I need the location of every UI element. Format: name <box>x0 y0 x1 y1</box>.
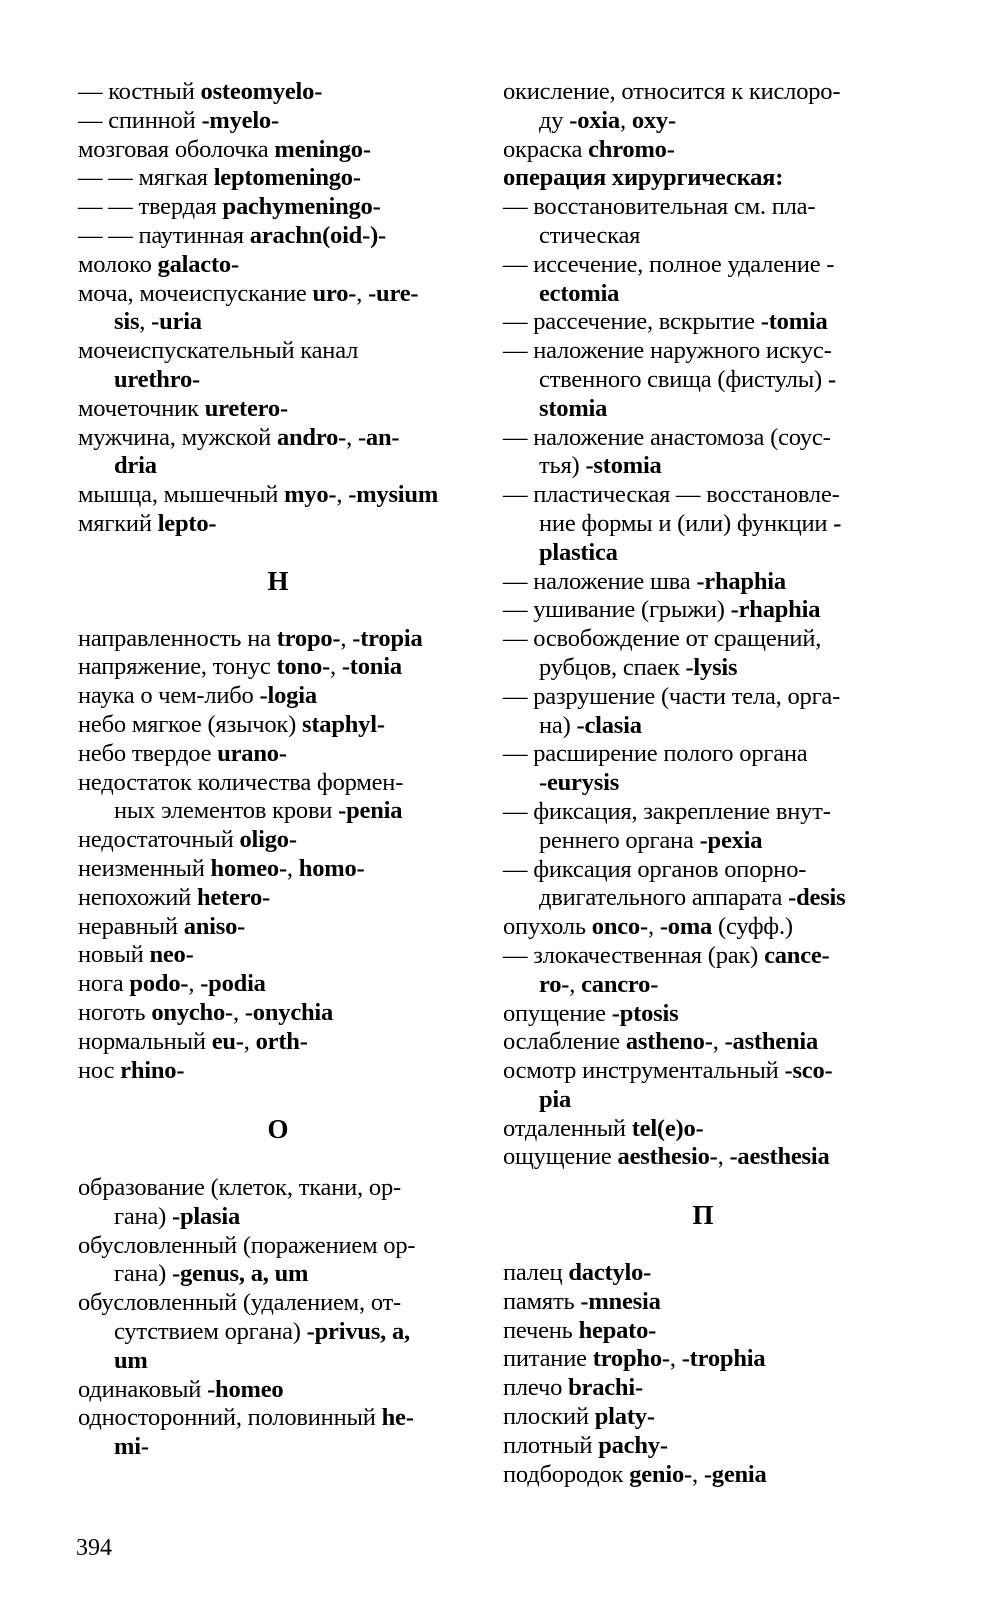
dictionary-line <box>78 1289 478 1318</box>
term-text: , <box>712 1028 725 1056</box>
term-latin: orth- <box>255 1027 308 1055</box>
term-text: новый <box>78 941 150 969</box>
term-text: , <box>647 913 660 941</box>
term-text: — ушивание (грыжи) <box>503 596 731 624</box>
term-latin: ectomia <box>539 279 620 307</box>
term-latin: -ptosis <box>611 999 679 1027</box>
term-text: палец <box>503 1259 569 1287</box>
dictionary-line <box>78 366 478 395</box>
dictionary-line <box>78 884 478 913</box>
term-text: — расширение полого органа <box>503 740 808 768</box>
dictionary-line <box>503 942 903 971</box>
term-text: одинаковый <box>78 1375 208 1403</box>
term-text: непохожий <box>78 883 197 911</box>
term-latin: aniso- <box>183 912 246 940</box>
term-text: , <box>243 1027 256 1055</box>
dictionary-line <box>503 136 903 165</box>
dictionary-line <box>503 1345 903 1374</box>
term-latin: -asthenia <box>724 1028 819 1056</box>
term-text: сутствием органа) <box>114 1318 307 1346</box>
term-text: окисление, относится к кислоро- <box>503 78 841 105</box>
term-latin: -logia <box>259 682 317 710</box>
dictionary-line <box>503 452 903 481</box>
term-latin: -oxia <box>569 106 620 134</box>
term-latin: um <box>114 1346 148 1374</box>
term-text: отдаленный <box>503 1114 632 1142</box>
dictionary-line <box>503 884 903 913</box>
term-latin: plastica <box>539 538 618 566</box>
term-text: ственного свища (фистулы) <box>539 365 828 393</box>
dictionary-line <box>78 1318 478 1347</box>
term-text: — восстановительная см. пла- <box>503 193 816 221</box>
term-text: — фиксация, закрепление внут- <box>503 797 831 825</box>
term-text: — наложение шва <box>503 567 697 595</box>
dictionary-line <box>503 395 903 424</box>
dictionary-line <box>503 654 903 683</box>
term-text: , <box>691 1460 704 1488</box>
term-latin: hetero- <box>196 883 270 911</box>
term-text: нос <box>78 1056 121 1084</box>
section-letter-heading: Н <box>267 565 289 596</box>
term-latin: meningo- <box>274 135 371 163</box>
term-text: мочеиспускательный канал <box>78 337 359 365</box>
term-latin: -genia <box>703 1460 767 1488</box>
dictionary-line <box>503 1115 903 1144</box>
term-latin: - <box>833 509 842 537</box>
term-text: память <box>503 1287 581 1315</box>
term-text: плоский <box>503 1403 595 1431</box>
dictionary-line <box>503 107 903 136</box>
dictionary-line <box>78 193 478 222</box>
term-latin: tropho- <box>592 1345 670 1373</box>
term-text: — наложение наружного искус- <box>503 337 832 365</box>
term-latin: onco- <box>591 913 648 941</box>
dictionary-line <box>78 395 478 424</box>
dictionary-line <box>503 596 903 625</box>
term-text: тья) <box>539 452 586 480</box>
term-text: мягкий <box>78 509 158 537</box>
dictionary-line <box>503 366 903 395</box>
term-text: , <box>669 1345 682 1373</box>
dictionary-line <box>503 510 903 539</box>
term-latin: rhino- <box>120 1056 185 1084</box>
dictionary-line <box>78 481 478 510</box>
term-text: неравный <box>78 912 184 940</box>
term-text: мышца, мышечный <box>78 481 285 509</box>
term-latin: cance- <box>764 941 830 969</box>
term-latin: операция хирургическая: <box>503 164 784 192</box>
term-text: , <box>286 854 299 882</box>
dictionary-line <box>78 1433 478 1462</box>
term-latin: oligo- <box>239 826 297 854</box>
term-latin: tono- <box>276 653 330 681</box>
term-latin: chromo- <box>588 135 675 163</box>
dictionary-line <box>78 711 478 740</box>
term-text: мозговая оболочка <box>78 135 275 163</box>
dictionary-line <box>78 1404 478 1433</box>
term-latin: pia <box>539 1085 572 1113</box>
term-text: — разрушение (части тела, орга- <box>503 682 841 710</box>
term-text: — злокачественная (рак) <box>503 941 765 969</box>
term-latin: onycho- <box>151 998 233 1026</box>
dictionary-line <box>78 769 478 798</box>
term-latin: -stomia <box>585 452 662 480</box>
term-text: ду <box>539 106 570 134</box>
term-latin: sis <box>114 308 140 336</box>
dictionary-line <box>78 78 478 107</box>
dictionary-line <box>78 136 478 165</box>
term-text: молоко <box>78 250 158 278</box>
dictionary-line <box>503 712 903 741</box>
dictionary-line <box>503 1288 903 1317</box>
dictionary-line <box>503 1432 903 1461</box>
dictionary-line <box>78 1347 478 1376</box>
term-text: , <box>336 481 349 509</box>
dictionary-line <box>503 1057 903 1086</box>
term-latin: pachymeningo- <box>222 193 381 221</box>
term-latin: astheno- <box>625 1028 713 1056</box>
term-text: небо мягкое (язычок) <box>78 710 302 738</box>
term-text: питание <box>503 1345 593 1373</box>
dictionary-line <box>503 827 903 856</box>
term-text: напряжение, тонус <box>78 653 277 681</box>
dictionary-line <box>503 798 903 827</box>
term-latin: aesthesio- <box>617 1143 718 1171</box>
dictionary-line <box>78 251 478 280</box>
dictionary-line <box>503 481 903 510</box>
term-text: , <box>329 653 342 681</box>
dictionary-line <box>78 1028 478 1057</box>
dictionary-line <box>78 222 478 251</box>
term-text: образование (клеток, ткани, ор- <box>78 1174 401 1202</box>
term-latin: -rhaphia <box>696 567 786 595</box>
term-latin: -trophia <box>681 1345 766 1373</box>
dictionary-line <box>78 826 478 855</box>
term-latin: -eurysis <box>539 769 620 797</box>
dictionary-line <box>503 1028 903 1057</box>
term-latin: -pexia <box>699 826 763 854</box>
term-text: недостаточный <box>78 826 240 854</box>
dictionary-line <box>503 539 903 568</box>
term-text: , <box>569 970 582 998</box>
term-text: обусловленный (поражением ор- <box>78 1231 416 1259</box>
term-latin: -onychia <box>244 998 334 1026</box>
page-number: 394 <box>76 1535 112 1561</box>
term-latin: genio- <box>629 1460 692 1488</box>
dictionary-line <box>78 740 478 769</box>
dictionary-line <box>78 337 478 366</box>
term-text: , <box>356 279 369 307</box>
dictionary-line <box>503 424 903 453</box>
term-text: (суфф.) <box>712 913 793 941</box>
term-latin: ro- <box>539 970 570 998</box>
term-text: , <box>232 998 245 1026</box>
term-text: мужчина, мужской <box>78 423 277 451</box>
term-latin: tropo- <box>276 624 341 652</box>
dictionary-line <box>503 1403 903 1432</box>
dictionary-line <box>78 510 478 539</box>
term-latin: eu- <box>211 1027 244 1055</box>
term-text: направленность на <box>78 624 277 652</box>
dictionary-line <box>78 1203 478 1232</box>
dictionary-line <box>78 913 478 942</box>
dictionary-line <box>78 653 478 682</box>
dictionary-line <box>503 337 903 366</box>
dictionary-line <box>503 78 903 107</box>
term-latin: pachy- <box>598 1431 668 1459</box>
term-text: — иссечение, полное удаление - <box>503 250 835 278</box>
dictionary-line <box>78 1057 478 1086</box>
term-text: моча, мочеиспускание <box>78 279 313 307</box>
dictionary-line <box>503 971 903 1000</box>
term-text: — — мягкая <box>78 164 214 192</box>
term-text: ных элементов крови <box>114 797 339 825</box>
term-latin: dactylo- <box>568 1259 652 1287</box>
term-text: печень <box>503 1316 579 1344</box>
dictionary-line <box>78 424 478 453</box>
term-text: нормальный <box>78 1027 212 1055</box>
term-latin: cancro- <box>581 970 659 998</box>
term-text: , <box>139 308 152 336</box>
term-text: небо твердое <box>78 739 218 767</box>
term-latin: galacto- <box>157 250 239 278</box>
dictionary-line <box>503 1000 903 1029</box>
term-text: , <box>346 423 358 451</box>
term-latin: uro- <box>312 279 357 307</box>
dictionary-line <box>78 855 478 884</box>
term-latin: neo- <box>149 941 194 969</box>
term-latin: urano- <box>217 739 287 767</box>
dictionary-line <box>78 107 478 136</box>
term-text: ноготь <box>78 998 152 1026</box>
term-text: опухоль <box>503 913 592 941</box>
term-text: — — твердая <box>78 193 223 221</box>
term-text: — рассечение, вскрытие <box>503 308 761 336</box>
term-text: плотный <box>503 1431 599 1459</box>
term-latin: -genus, a, um <box>172 1260 309 1288</box>
term-text: гана) <box>114 1260 172 1288</box>
dictionary-line <box>78 164 478 193</box>
term-text: на) <box>539 711 577 739</box>
term-text: плечо <box>503 1374 569 1402</box>
term-latin: -plasia <box>172 1202 241 1230</box>
term-latin: dria <box>114 452 157 480</box>
dictionary-line <box>78 1376 478 1405</box>
term-text: рубцов, спаек <box>539 653 686 681</box>
term-latin: andro- <box>276 423 347 451</box>
term-text: , <box>188 970 201 998</box>
term-text: осмотр инструментальный <box>503 1057 785 1085</box>
term-latin: -tonia <box>341 653 402 681</box>
dictionary-line <box>78 1232 478 1261</box>
dictionary-line <box>503 164 903 193</box>
dictionary-line <box>78 452 478 481</box>
term-latin: -myelo- <box>201 106 279 134</box>
dictionary-line <box>503 856 903 885</box>
term-latin: -tomia <box>760 308 828 336</box>
term-latin: podo- <box>129 970 189 998</box>
term-latin: staphyl- <box>301 710 385 738</box>
term-text: стическая <box>539 221 641 249</box>
term-text: подбородок <box>503 1460 630 1488</box>
term-latin: urethro- <box>114 365 200 393</box>
term-text: — — паутинная <box>78 221 250 249</box>
term-text: гана) <box>114 1202 172 1230</box>
term-text: опущение <box>503 999 612 1027</box>
term-text: недостаток количества формен- <box>78 768 404 796</box>
term-latin: -sco- <box>784 1057 833 1085</box>
term-text: , <box>340 624 353 652</box>
dictionary-line <box>503 1461 903 1490</box>
dictionary-line <box>503 280 903 309</box>
term-text: односторонний, половинный <box>78 1404 382 1432</box>
section-letter-heading: О <box>267 1114 289 1145</box>
term-latin: -desis <box>788 884 846 912</box>
term-latin: osteomyelo- <box>200 78 323 105</box>
dictionary-line <box>78 941 478 970</box>
term-latin: -penia <box>338 797 403 825</box>
term-latin: lepto- <box>157 509 217 537</box>
section-letter-heading: П <box>692 1200 714 1231</box>
right-column <box>503 78 903 1489</box>
term-text: неизменный <box>78 854 211 882</box>
term-text: нога <box>78 970 130 998</box>
term-latin: leptomeningo- <box>213 164 361 192</box>
term-text: , <box>717 1143 730 1171</box>
term-text: мочеточник <box>78 394 205 422</box>
term-text: — спинной <box>78 106 202 134</box>
term-text: , <box>619 106 632 134</box>
term-text: окраска <box>503 135 589 163</box>
dictionary-line <box>503 1086 903 1115</box>
term-latin: -mnesia <box>580 1287 661 1315</box>
term-latin: platy- <box>594 1403 655 1431</box>
dictionary-line <box>78 682 478 711</box>
term-latin: -aesthesia <box>729 1143 830 1171</box>
term-text: — пластическая — восстановле- <box>503 481 840 509</box>
dictionary-line <box>78 970 478 999</box>
term-latin: uretero- <box>204 394 288 422</box>
dictionary-line <box>503 1259 903 1288</box>
dictionary-line <box>78 1174 478 1203</box>
term-latin: homo- <box>298 854 365 882</box>
term-latin: -tropia <box>352 624 423 652</box>
dictionary-line <box>78 999 478 1028</box>
term-text: ощущение <box>503 1143 618 1171</box>
dictionary-line <box>503 251 903 280</box>
term-text: — костный <box>78 78 201 105</box>
dictionary-line <box>78 308 478 337</box>
dictionary-line <box>503 568 903 597</box>
dictionary-line <box>503 625 903 654</box>
dictionary-line <box>78 1260 478 1289</box>
dictionary-line <box>503 913 903 942</box>
term-latin: -podia <box>200 970 266 998</box>
dictionary-line <box>503 769 903 798</box>
dictionary-line <box>503 222 903 251</box>
dictionary-line <box>503 1374 903 1403</box>
term-text: реннего органа <box>539 826 700 854</box>
term-text: наука о чем-либо <box>78 682 260 710</box>
term-latin: -lysis <box>685 653 738 681</box>
term-text: обусловленный (удалением, от- <box>78 1289 402 1317</box>
term-latin: -an- <box>357 423 400 451</box>
term-latin: homeo- <box>210 854 287 882</box>
term-latin: -oma <box>659 913 713 941</box>
term-latin: -privus, a, <box>306 1318 410 1346</box>
term-latin: hepato- <box>578 1316 657 1344</box>
dictionary-line <box>78 625 478 654</box>
dictionary-line <box>503 683 903 712</box>
term-latin: myo- <box>284 481 337 509</box>
dictionary-line <box>503 1143 903 1172</box>
term-text: — освобождение от сращений, <box>503 625 822 653</box>
term-text: ние формы и (или) функции <box>539 509 834 537</box>
term-text: — наложение анастомоза (соус- <box>503 423 831 451</box>
term-latin: oxy- <box>631 106 676 134</box>
term-text: ослабление <box>503 1028 626 1056</box>
term-latin: -ure- <box>368 279 419 307</box>
term-text: двигательного аппарата <box>539 884 789 912</box>
term-latin: arachn(oid-)- <box>249 221 386 249</box>
term-latin: -mysium <box>348 481 439 509</box>
dictionary-line <box>78 797 478 826</box>
term-latin: - <box>827 365 836 393</box>
term-text: — фиксация органов опорно- <box>503 855 807 883</box>
dictionary-line <box>503 308 903 337</box>
dictionary-line <box>503 193 903 222</box>
term-latin: he- <box>381 1404 414 1432</box>
term-latin: tel(e)o- <box>631 1114 704 1142</box>
term-latin: mi- <box>114 1433 149 1461</box>
term-latin: -homeo <box>207 1375 284 1403</box>
dictionary-line <box>78 280 478 309</box>
term-latin: -uria <box>151 308 202 336</box>
dictionary-line <box>503 740 903 769</box>
term-latin: -clasia <box>576 711 642 739</box>
term-latin: brachi- <box>568 1374 643 1402</box>
left-column <box>78 78 478 1462</box>
term-latin: -rhaphia <box>730 596 821 624</box>
dictionary-line <box>503 1317 903 1346</box>
term-latin: stomia <box>539 394 608 422</box>
